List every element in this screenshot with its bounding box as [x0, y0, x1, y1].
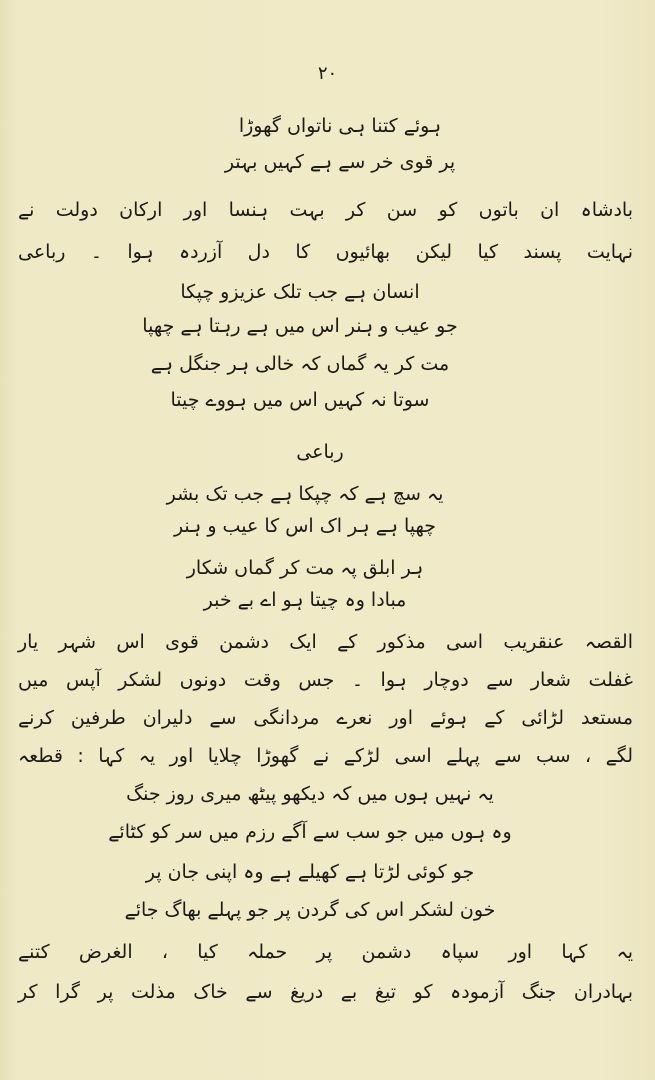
prose-line: غفلت شعار سے دوچار ہوا ۔ جس وقت دونوں لشکر آپس میں [18, 669, 633, 691]
verse-line: ہوئے کتنا ہی ناتواں گھوڑا [238, 115, 442, 137]
verse-line: جو عیب و ہنر اس میں ہے رہتا ہے چھپا [142, 315, 458, 337]
prose-line: لگے ، سب سے پہلے اسی لڑکے نے گھوڑا چلایا اور یہ کہا : قطعہ [18, 745, 633, 767]
prose-line: بادشاہ ان باتوں کو سن کر بہت ہنسا اور ارکان دولت نے [18, 199, 633, 221]
verse-line: چھپا ہے ہر اک اس کا عیب و ہنر [173, 515, 437, 537]
verse-line: جو کوئی لڑتا ہے کھیلے ہے وہ اپنی جان پر [145, 861, 475, 883]
verse-line: وہ ہوں میں جو سب سے آگے رزم میں سر کو کٹائے [108, 821, 512, 843]
verse-line: پر قوی خر سے ہے کہیں بہتر [224, 151, 456, 173]
verse-line: خون لشکر اس کی گردن پر جو پہلے بھاگ جائے [124, 899, 496, 921]
verse-line: یہ نہیں ہوں میں کہ دیکھو پیٹھ میری روز جنگ [126, 783, 494, 805]
prose-line: بہادران جنگ آزمودہ کو تیغ بے دریغ سے خاک مذلت پر گرا کر [18, 981, 633, 1003]
verse-line: یہ سچ ہے کہ چپکا ہے جب تک بشر [166, 483, 444, 505]
prose-line: یہ کہا اور سپاہ دشمن پر حملہ کیا ، الغرض کتنے [18, 941, 633, 963]
prose-line: نہایت پسند کیا لیکن بھائیوں کا دل آزردہ ہوا ۔ رباعی [18, 241, 633, 263]
verse-line: ہر ابلق پہ مت کر گماں شکار [186, 557, 424, 579]
verse-line: مت کر یہ گماں کہ خالی ہر جنگل ہے [150, 353, 450, 375]
verse-line: انسان ہے جب تلک عزیزو چپکا [180, 281, 420, 303]
page-number: ۲۰ [317, 63, 338, 84]
verse-line: مبادا وہ چیتا ہو اے بے خبر [203, 589, 407, 611]
prose-line: مستعد لڑائی کے ہوئے اور نعرے مردانگی سے دلیران طرفین کرنے [18, 707, 633, 729]
section-heading: رباعی [296, 441, 344, 463]
verse-line: سوتا نہ کہیں اس میں ہووے چیتا [170, 389, 430, 411]
prose-line: القصہ عنقریب اسی مذکور کے ایک دشمن قوی اس شہر یار [18, 631, 633, 653]
